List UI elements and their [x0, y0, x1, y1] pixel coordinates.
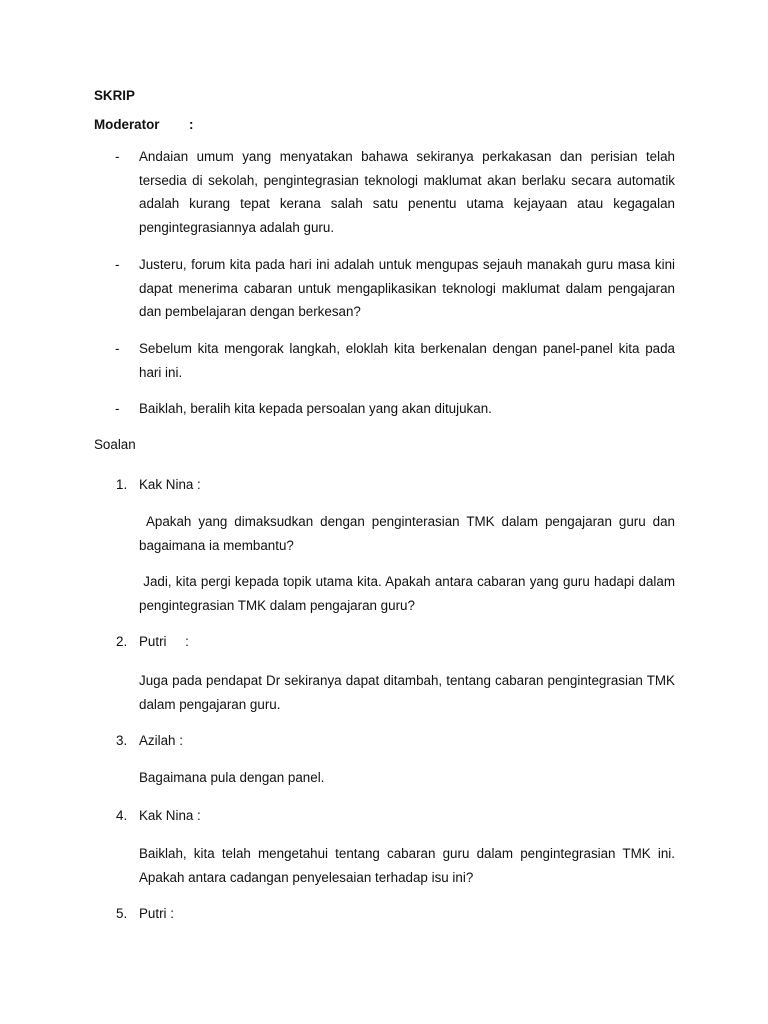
item-speaker: Kak Nina :: [139, 808, 201, 823]
bullet-text: Baiklah, beralih kita kepada persoalan yang akan ditujukan.: [139, 401, 492, 416]
item-paragraph: Juga pada pendapat Dr sekiranya dapat ditambah, tentang cabaran pengintegrasian TMK dalam pengajaran guru.: [139, 673, 675, 712]
soalan-heading: Soalan: [94, 437, 136, 452]
item-number: 5.: [116, 906, 128, 921]
bullet-dash: -: [115, 149, 120, 164]
bullet-text: Justeru, forum kita pada hari ini adalah untuk mengupas sejauh manakah guru masa kini dapat menerima cabaran untuk mengaplikasikan teknologi maklumat dalam pengajaran dan pembelajaran dengan berkesan?: [139, 257, 675, 320]
moderator-label: Moderator: [94, 117, 160, 132]
item-speaker: Putri :: [139, 906, 174, 921]
item-paragraph: Jadi, kita pergi kepada topik utama kita. Apakah antara cabaran yang guru hadapi dalam pengintegrasian TMK dalam pengajaran guru?: [139, 574, 679, 613]
item-speaker: Kak Nina :: [139, 477, 201, 492]
item-speaker: Azilah :: [139, 733, 183, 748]
item-speaker: Putri :: [139, 634, 189, 649]
item-number: 3.: [116, 733, 128, 748]
item-number: 4.: [116, 808, 128, 823]
bullet-text: Andaian umum yang menyatakan bahawa sekiranya perkakasan dan perisian telah tersedia di sekolah, pengintegrasian teknologi maklumat akan berlaku secara automatik adalah kurang tepat kerana salah satu penentu utama kejayaan atau kegagalan pengintegrasiannya adalah guru.: [139, 149, 675, 235]
bullet-dash: -: [115, 257, 120, 272]
bullet-dash: -: [115, 401, 120, 416]
item-number: 1.: [116, 477, 128, 492]
item-number: 2.: [116, 634, 128, 649]
item-paragraph: Bagaimana pula dengan panel.: [139, 770, 325, 785]
item-paragraph: Apakah yang dimaksudkan dengan penginterasian TMK dalam pengajaran guru dan bagaimana ia membantu?: [139, 514, 679, 553]
bullet-text: Sebelum kita mengorak langkah, eloklah kita berkenalan dengan panel-panel kita pada hari ini.: [139, 341, 675, 380]
moderator-colon: :: [189, 117, 194, 132]
item-paragraph: Baiklah, kita telah mengetahui tentang cabaran guru dalam pengintegrasian TMK ini. Apakah antara cadangan penyelesaian terhadap isu ini?: [139, 846, 675, 885]
bullet-dash: -: [115, 341, 120, 356]
document-title: SKRIP: [94, 88, 135, 103]
